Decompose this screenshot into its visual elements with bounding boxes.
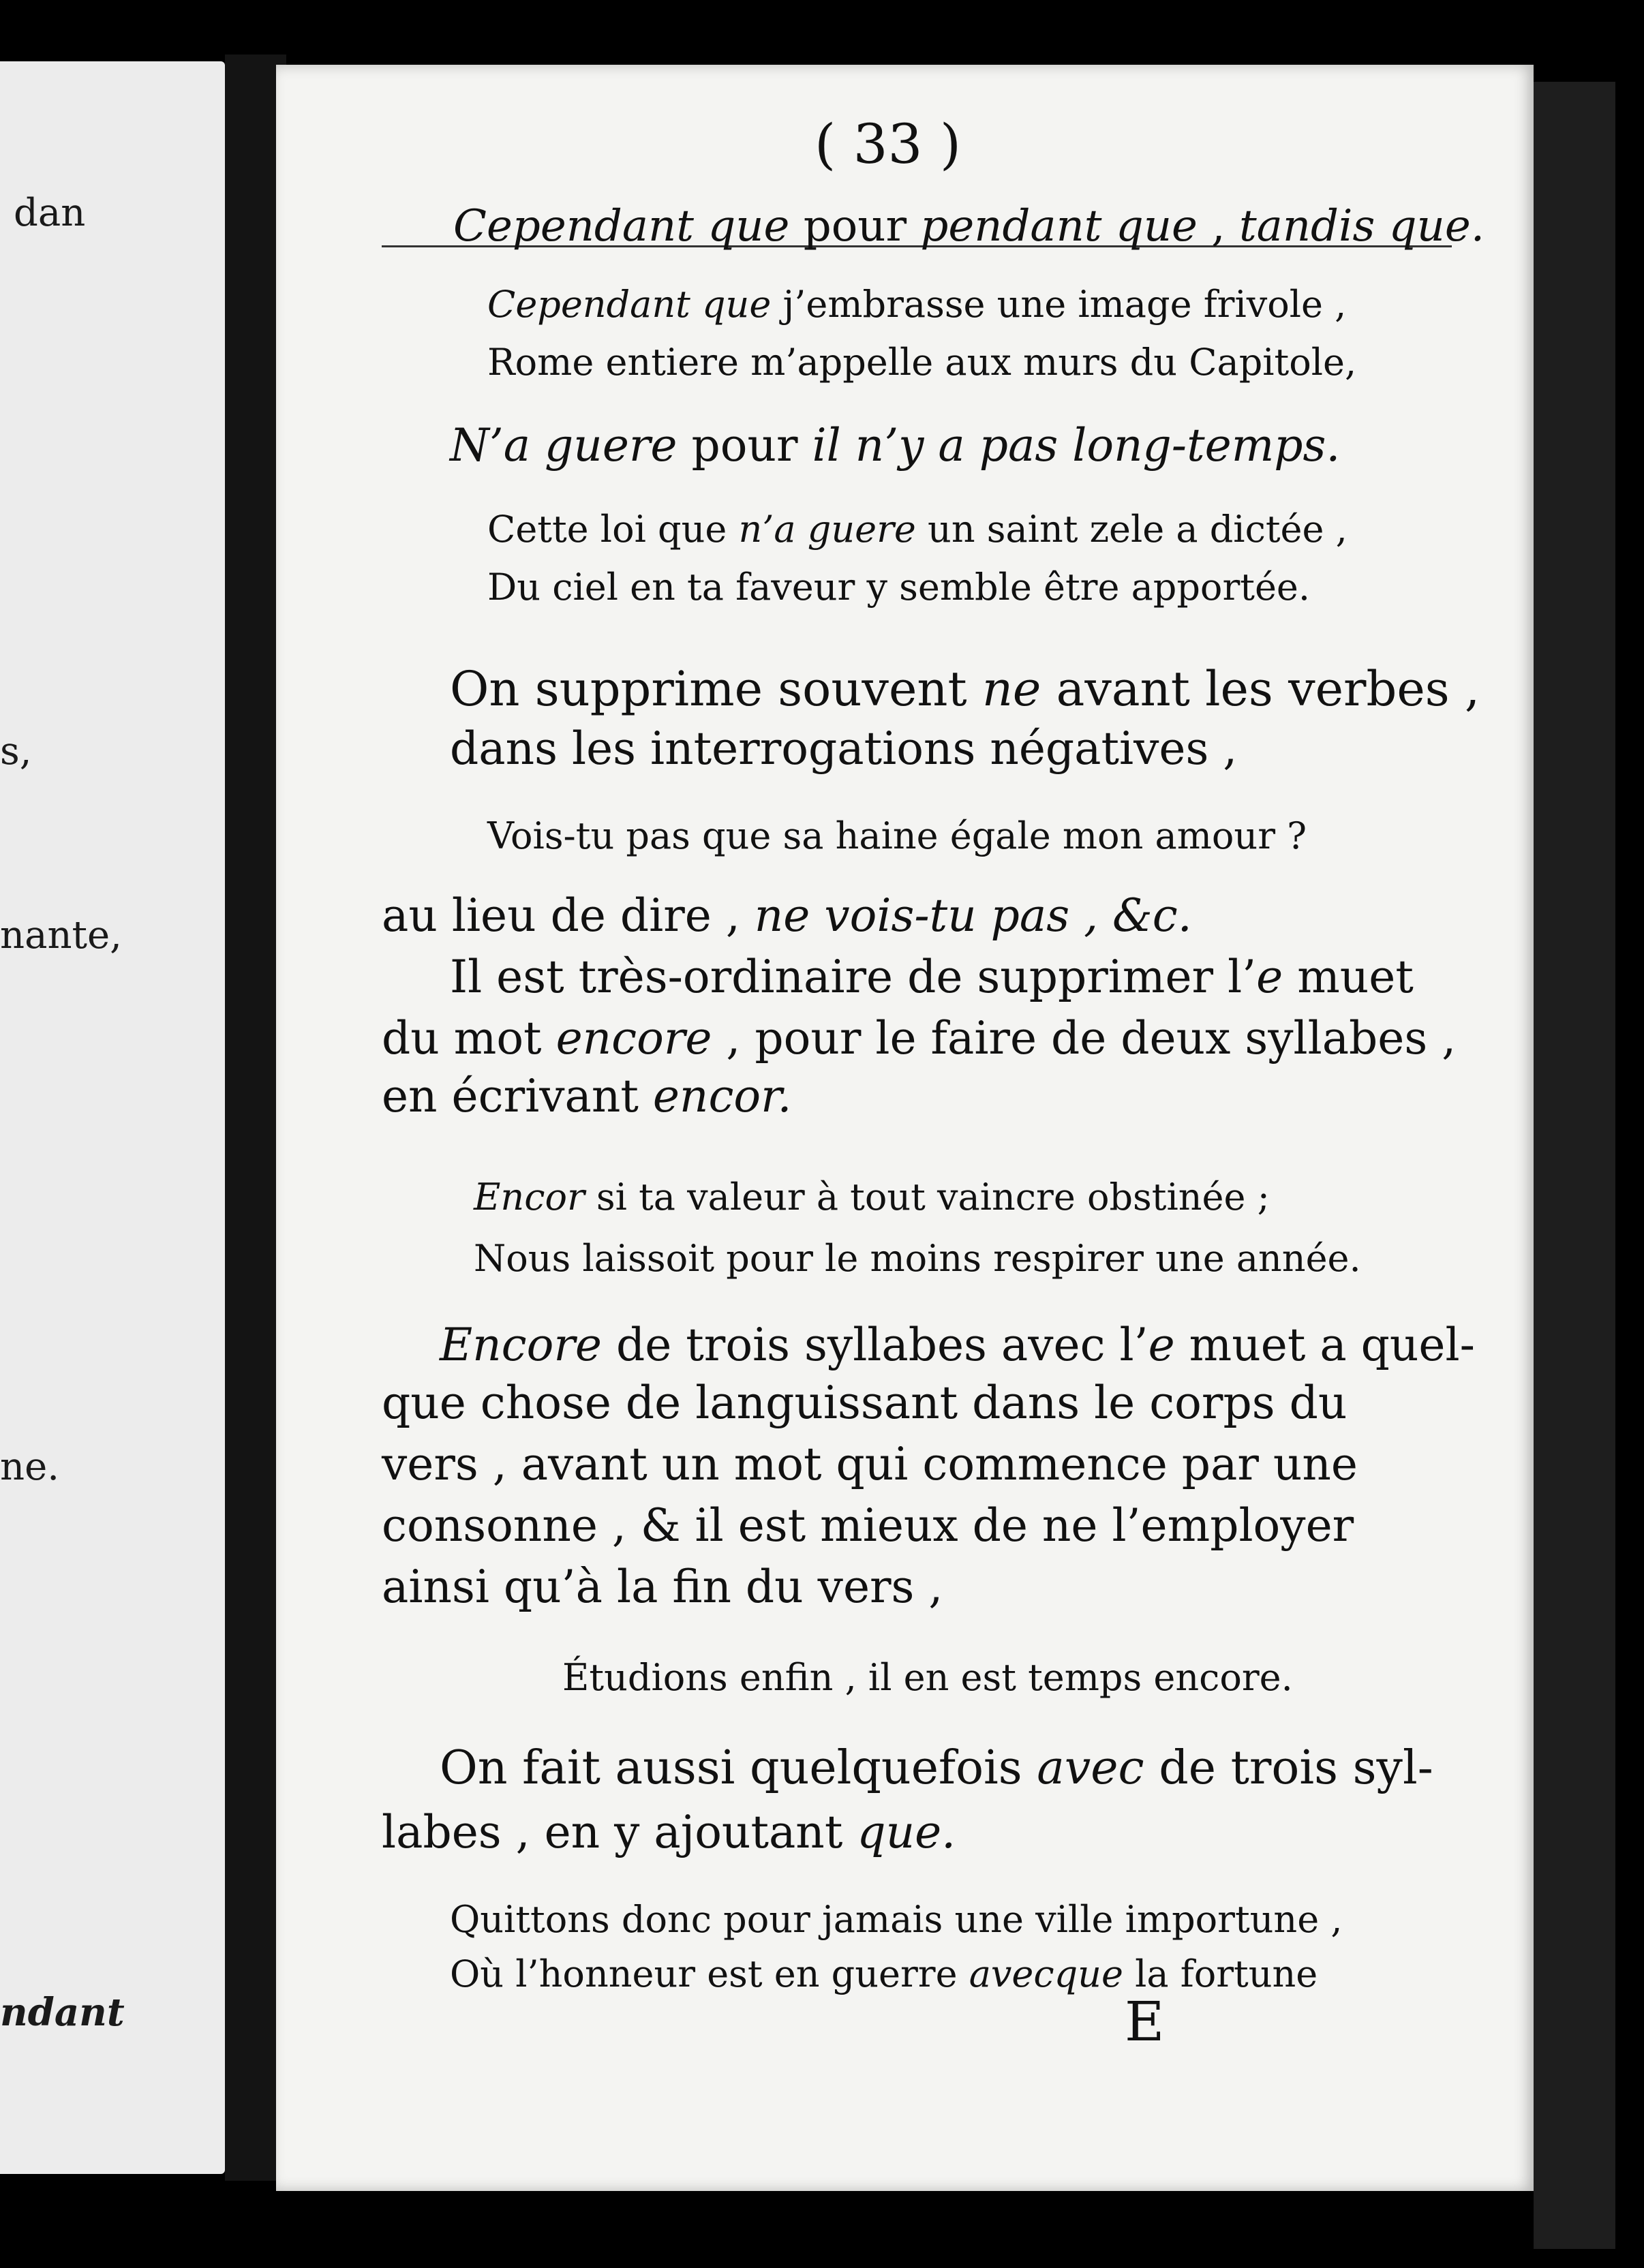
text-line: [382, 889, 1192, 942]
text-line: [382, 1438, 1358, 1490]
italic-span: Cependant que: [453, 201, 790, 251]
text-span: On fait aussi quelquefois: [440, 1741, 1037, 1795]
italic-span: e: [1148, 1319, 1175, 1371]
text-span: Il est très-ordinaire de supprimer l’: [450, 951, 1257, 1003]
italic-span: ne vois-tu pas , &c.: [754, 889, 1192, 942]
text-line: [382, 1070, 791, 1122]
text-span: ainsi qu’à la fin du vers ,: [382, 1561, 943, 1613]
text-line: [382, 1561, 943, 1613]
text-span: avant les verbes ,: [1041, 661, 1480, 717]
italic-span: Cependant que: [487, 283, 772, 326]
text-span: muet: [1283, 951, 1414, 1003]
italic-span: N’a guere: [450, 419, 678, 472]
text-span: muet a quel-: [1174, 1319, 1475, 1371]
italic-span: que.: [857, 1806, 956, 1858]
text-span: Étudions enfin , il en est temps encore.: [562, 1656, 1293, 1699]
text-span: Cette loi que: [487, 508, 739, 551]
text-line: [487, 814, 1307, 857]
text-line: [440, 1741, 1433, 1795]
text-line: [440, 1319, 1475, 1371]
text-span: au lieu de dire ,: [382, 889, 755, 942]
text-line: [450, 1898, 1343, 1941]
text-line: [382, 1499, 1354, 1552]
text-span: du mot: [382, 1012, 556, 1064]
text-span: dans les interrogations négatives ,: [450, 722, 1238, 775]
text-span: si ta valeur à tout vaincre obstinée ;: [584, 1176, 1270, 1219]
book-page: [276, 65, 1534, 2191]
text-span: vers , avant un mot qui commence par une: [382, 1438, 1358, 1490]
text-span: que chose de languissant dans le corps du: [382, 1377, 1348, 1429]
text-line: [453, 201, 1485, 251]
text-line: [487, 566, 1310, 609]
text-span: en écrivant: [382, 1070, 653, 1122]
text-line: [562, 1656, 1293, 1699]
italic-span: avec: [1037, 1741, 1144, 1795]
italic-span: avecque: [969, 1952, 1123, 1995]
italic-span: e: [1256, 951, 1283, 1003]
page-number: ( 33 ): [815, 112, 962, 176]
text-span: Nous laissoit pour le moins respirer une année.: [474, 1237, 1361, 1280]
text-span: consonne , & il est mieux de ne l’employer: [382, 1499, 1354, 1552]
text-line: [382, 1012, 1456, 1064]
italic-span: Encor: [474, 1176, 585, 1219]
text-span: labes , en y ajoutant: [382, 1806, 857, 1858]
facing-page-fragment: ndant: [0, 1990, 125, 2035]
text-span: , pour le faire de deux syllabes ,: [712, 1012, 1457, 1064]
italic-span: Encore: [440, 1319, 602, 1371]
text-line: [382, 1806, 956, 1858]
text-line: [450, 951, 1414, 1003]
text-span: On supprime souvent: [450, 661, 982, 717]
text-line: [450, 661, 1480, 717]
italic-span: encore: [555, 1012, 712, 1064]
italic-span: ne: [981, 661, 1041, 717]
italic-span: n’a guere: [738, 508, 916, 551]
text-line: [382, 1377, 1347, 1429]
text-line: [487, 508, 1348, 551]
italic-span: tandis que.: [1238, 201, 1485, 251]
text-span: Rome entiere m’appelle aux murs du Capitole,: [487, 341, 1357, 384]
text-line: [474, 1176, 1270, 1219]
text-line: [450, 1952, 1318, 1995]
italic-span: encor.: [652, 1070, 792, 1122]
text-line: [487, 341, 1356, 384]
text-span: pour: [677, 419, 812, 472]
facing-page-fragment: s,: [0, 729, 32, 773]
text-span: ,: [1197, 201, 1239, 251]
text-line: [474, 1237, 1361, 1280]
italic-span: il n’y a pas long-temps.: [812, 419, 1341, 472]
text-span: Quittons donc pour jamais une ville importune ,: [450, 1898, 1343, 1941]
text-span: de trois syl-: [1144, 1741, 1433, 1795]
text-span: de trois syllabes avec l’: [602, 1319, 1148, 1371]
text-span: pour: [789, 201, 921, 251]
text-span: la fortune: [1123, 1952, 1318, 1995]
text-line: [487, 283, 1346, 326]
text-span: Vois-tu pas que sa haine égale mon amour ?: [487, 814, 1307, 857]
facing-page-fragment: dan: [14, 191, 86, 235]
text-span: Du ciel en ta faveur y semble être apportée.: [487, 566, 1311, 609]
facing-page-fragment: ne.: [0, 1445, 60, 1489]
page-edge: [1534, 82, 1615, 2249]
signature-mark: E: [1125, 1990, 1165, 2053]
text-span: j’embrasse une image frivole ,: [771, 283, 1347, 326]
text-span: Où l’honneur est en guerre: [450, 1952, 969, 1995]
text-line: [450, 419, 1340, 472]
facing-page: [0, 61, 225, 2174]
facing-page-fragment: nante,: [0, 913, 122, 957]
italic-span: pendant que: [920, 201, 1198, 251]
text-span: un saint zele a dictée ,: [915, 508, 1348, 551]
text-line: [450, 722, 1237, 775]
